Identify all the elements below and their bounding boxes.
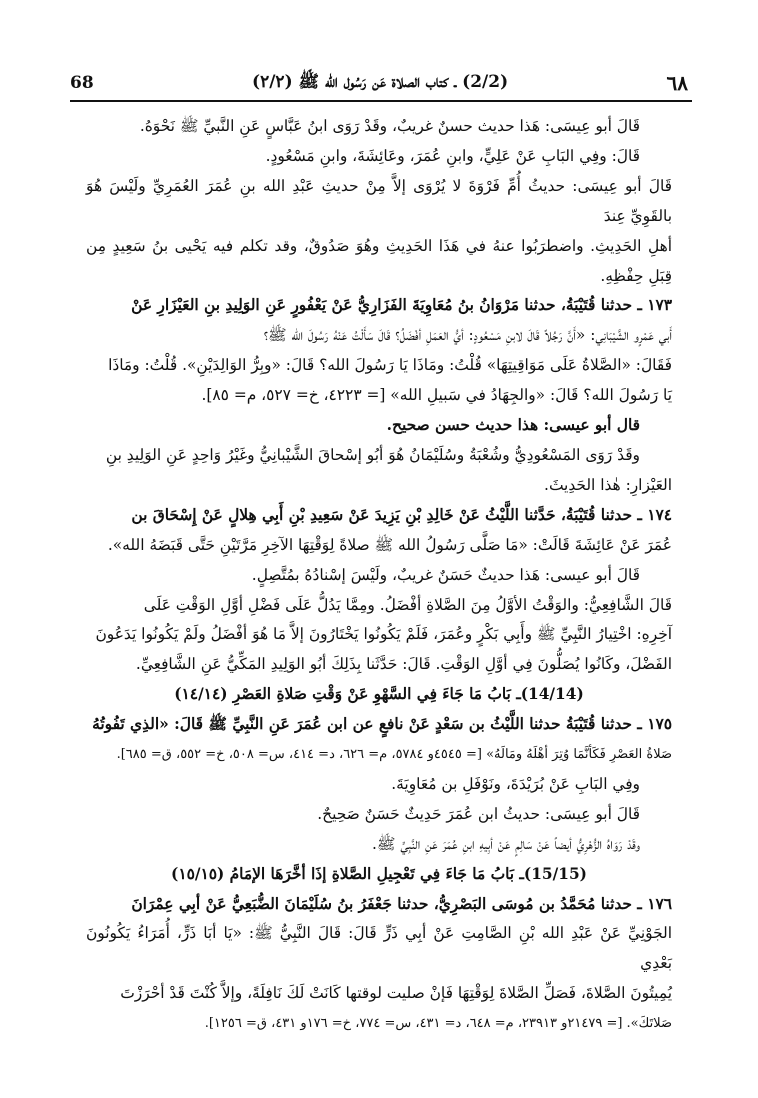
hadith-173: ١٧٣ ـ حدثنا قُتَيْبَةُ، حدثنا مَرْوَانُ بنُ مُعَاوِيَةَ الفَزَارِيُّ عَنْ يَعْفُورٍ عَنِ الوَلِيدِ بنِ العَيْزَارِ عَنْ — [131, 296, 672, 315]
text-line: أهلِ الحَدِيثِ. واضطرَبُوا عنهُ في هَذَا الحَدِيثِ وهُوَ صَدُوقٌ، وقد تكلم فيه يَحْيى بنُ سَعِيدٍ مِن قِبَلِ حِفْظِهِ. — [86, 236, 672, 285]
grading-line: قَالَ أبو عِيسَى: حديثُ ابن عُمَرَ حَدِيثٌ حَسَنٌ صَحِيحٌ. — [317, 804, 640, 823]
text-line: الجَوْنِيِّ عَنْ عَبْدِ الله بْنِ الصَّامِتِ عَنْ أبِي ذَرٍّ قَالَ: قَالَ النَّبِيُّ ﷺ: «يَا أبَا ذَرٍّ، أُمَرَاءُ يَكُونُونَ بَعْدِي — [86, 924, 672, 973]
text-line: قَالَ: وفِي البَابِ عَنْ عَلِيٍّ، وابنِ عُمَرَ، وعَائِشَةَ، وابنِ مَسْعُودٍ. — [265, 146, 640, 165]
text-line: العَيْزارِ: هٰذا الحَدِيثَ. — [544, 475, 672, 494]
hadith-174: ١٧٤ ـ حدثنا قُتَيْبَةُ، حَدَّثنا اللَّيْثُ عَنْ خَالِدِ بْنِ يَزِيدَ عَنْ سَعِيدِ بْنِ أَبِي هِلالٍ عَنْ إِسْحَاقَ بن — [131, 505, 672, 524]
text-line: قَالَ الشَّافِعِيُّ: والوَقْتُ الأوَّلُ مِنَ الصَّلاةِ أفْضَلُ. ومِمَّا يَدُلُّ عَلَى فَضْلِ أوَّلِ الوَقْتِ عَلَى — [143, 595, 672, 614]
page-number-latin: 68 — [70, 73, 94, 93]
text-line: وفِي البَابِ عَنْ بُرَيْدَةَ، ونَوْفَلِ بن مُعَاوِيَةَ. — [391, 774, 640, 793]
text-line: أَبي عَمْرٍو الشَّيْبَانِي: «أَنَّ رَجُلاً قَالَ لابنِ مَسْعُودٍ: أيُّ العَمَلِ أفْضَلُ؟ قَالَ سَأَلْتُ عَنْهُ رَسُولَ الله ﷺ؟ — [263, 326, 672, 345]
hadith-175: ١٧٥ ـ حدثنا قُتَيْبَةُ حدثنا اللَّيْثُ بن سَعْدٍ عَنْ نافعٍ عن ابن عُمَرَ عَنِ النَّبِيِّ ﷺ قَالَ: «الذِي تَفُوتُهُ — [92, 715, 672, 734]
text-line: صَلاةُ العَصْرِ فَكَأنَّمَا وُتِرَ أهْلَهُ ومَالَهُ» [= ٤٥٤٥و ٥٧٨٤، م= ٦٢٦، د= ٤١٤، س= ٥٠٨، خ= ٥٥٢، ق= ٦٨٥]. — [116, 747, 672, 763]
text-line: وقَدْ رَوَى المَسْعُودِيُّ وشُعْبَةُ وسُلَيْمَانُ هُوَ أبُو إسْحاقَ الشَّيْبانِيُّ وغَيْرُ وَاحِدٍ عَنِ الوَلِيدِ بنِ — [105, 445, 640, 464]
running-title: (2/2) ـ كتاب الصلاة عَن رَسُول الله ﷺ (٢/٢) — [252, 71, 509, 92]
page-body — [86, 112, 672, 1039]
text-line: صَلاتَكَ». [= ٢١٤٧٩و ٢٣٩١٣، م= ٦٤٨، د= ٤٣١، س= ٧٧٤، خ= ١٧٦و ٤٣١، ق= ١٢٥٦]. — [204, 1016, 672, 1032]
text-line: فَقَالَ: «الصَّلاةُ عَلَى مَوَاقِيتِهَا» قُلْتُ: ومَاذَا يَا رَسُولَ الله؟ قَالَ: «وبِرُّ الوَالِدَيْنِ». قُلْتُ: ومَاذَا — [108, 356, 672, 375]
text-line: قَالَ أبو عِيسَى: حديثُ أُمِّ فَرْوَةَ لا يُرْوَى إلاَّ مِنْ حديثِ عَبْدِ الله بنِ عُمَرَ العُمَرِيِّ ولَيْسَ هُوَ بالقَوِيِّ عِندَ — [86, 176, 672, 225]
text-line: الفَضْلَ، وكَانُوا يُصَلُّونَ فِي أوَّلِ الوَقْتِ. قَالَ: حَدَّثَنا بِذَلِكَ أبُو الوَلِيدِ المَكِّيُّ عَنِ الشَّافِعِيِّ. — [135, 655, 672, 674]
header-rule — [70, 100, 692, 102]
text-line: يُمِيتُونَ الصَّلاةَ، فَصَلِّ الصَّلاةَ لِوَقْتِهَا فَإنْ صليت لوقتها كَانَتْ لَكَ نَافِلَةً، وإلاَّ كُنْتَ قَدْ أحْرَزْتَ — [120, 984, 672, 1003]
text-line: عُمَرَ عَنْ عَائِشَةَ قَالَتْ: «مَا صَلَّى رَسُولُ الله ﷺ صلاةً لِوَقْتِهَا الآخِرِ مَرَّتَيْنِ حَتَّى قَبَضَهُ الله». — [107, 535, 672, 554]
grading-line: قَالَ أبو عيسى: هَذا حديثٌ حَسَنٌ غريبٌ، ولَيْسَ إسْنادُهُ بمُتَّصِلٍ. — [251, 565, 640, 584]
page-header — [70, 68, 688, 98]
text-line: وقَدْ رَوَاهُ الزُّهْرِيُّ أيضاً عَنْ سَالِمٍ عَنْ أبِيهِ ابنِ عُمَرَ عَنِ النَّبِيِّ ﷺ. — [372, 834, 640, 853]
chapter-heading-14: (14/14)ـ بَابُ مَا جَاءَ فِي السَّهْوِ عَنْ وَقْتِ صَلاةِ العَصْرِ (١٤/١٤) — [174, 685, 584, 704]
chapter-heading-15: (15/15)ـ بَابُ مَا جَاءَ فِي تَعْجِيلِ الصَّلاةِ إذَا أخَّرَهَا الإمَامُ (١٥/١٥) — [171, 864, 587, 883]
text-line: يَا رَسُولَ الله؟ قَالَ: «والجِهَادُ في سَبيلِ الله» [= ٤٢٢٣، خ= ٥٢٧، م= ٨٥]. — [201, 386, 672, 405]
text-line: آخِرِهِ: اخْتِيارُ النَّبِيِّ ﷺ وأَبِي بَكْرٍ وعُمَرَ، فَلَمْ يَكُونُوا يَخْتَارُونَ إلاَّ مَا هُوَ أفْضَلُ ولَمْ يَكُونُوا يَدَعُونَ — [95, 625, 672, 644]
hadith-176: ١٧٦ ـ حدثنا مُحَمَّدُ بن مُوسَى البَصْرِيُّ، حدثنا جَعْفَرُ بنُ سُلَيْمَانَ الضُّبَعِيُّ عَنْ أبِي عِمْرَانَ — [131, 894, 672, 913]
grading-line: قال أبو عيسى: هذا حديث حسن صحيح. — [386, 416, 640, 435]
page-number-arabic: ٦٨ — [666, 71, 688, 95]
text-line: قَالَ أبو عِيسَى: هَذا حديث حسنٌ غريبٌ، وقَدْ رَوَى ابنُ عَبَّاسٍ عَنِ النَّبيِّ ﷺ نَحْوَهُ. — [139, 117, 640, 135]
